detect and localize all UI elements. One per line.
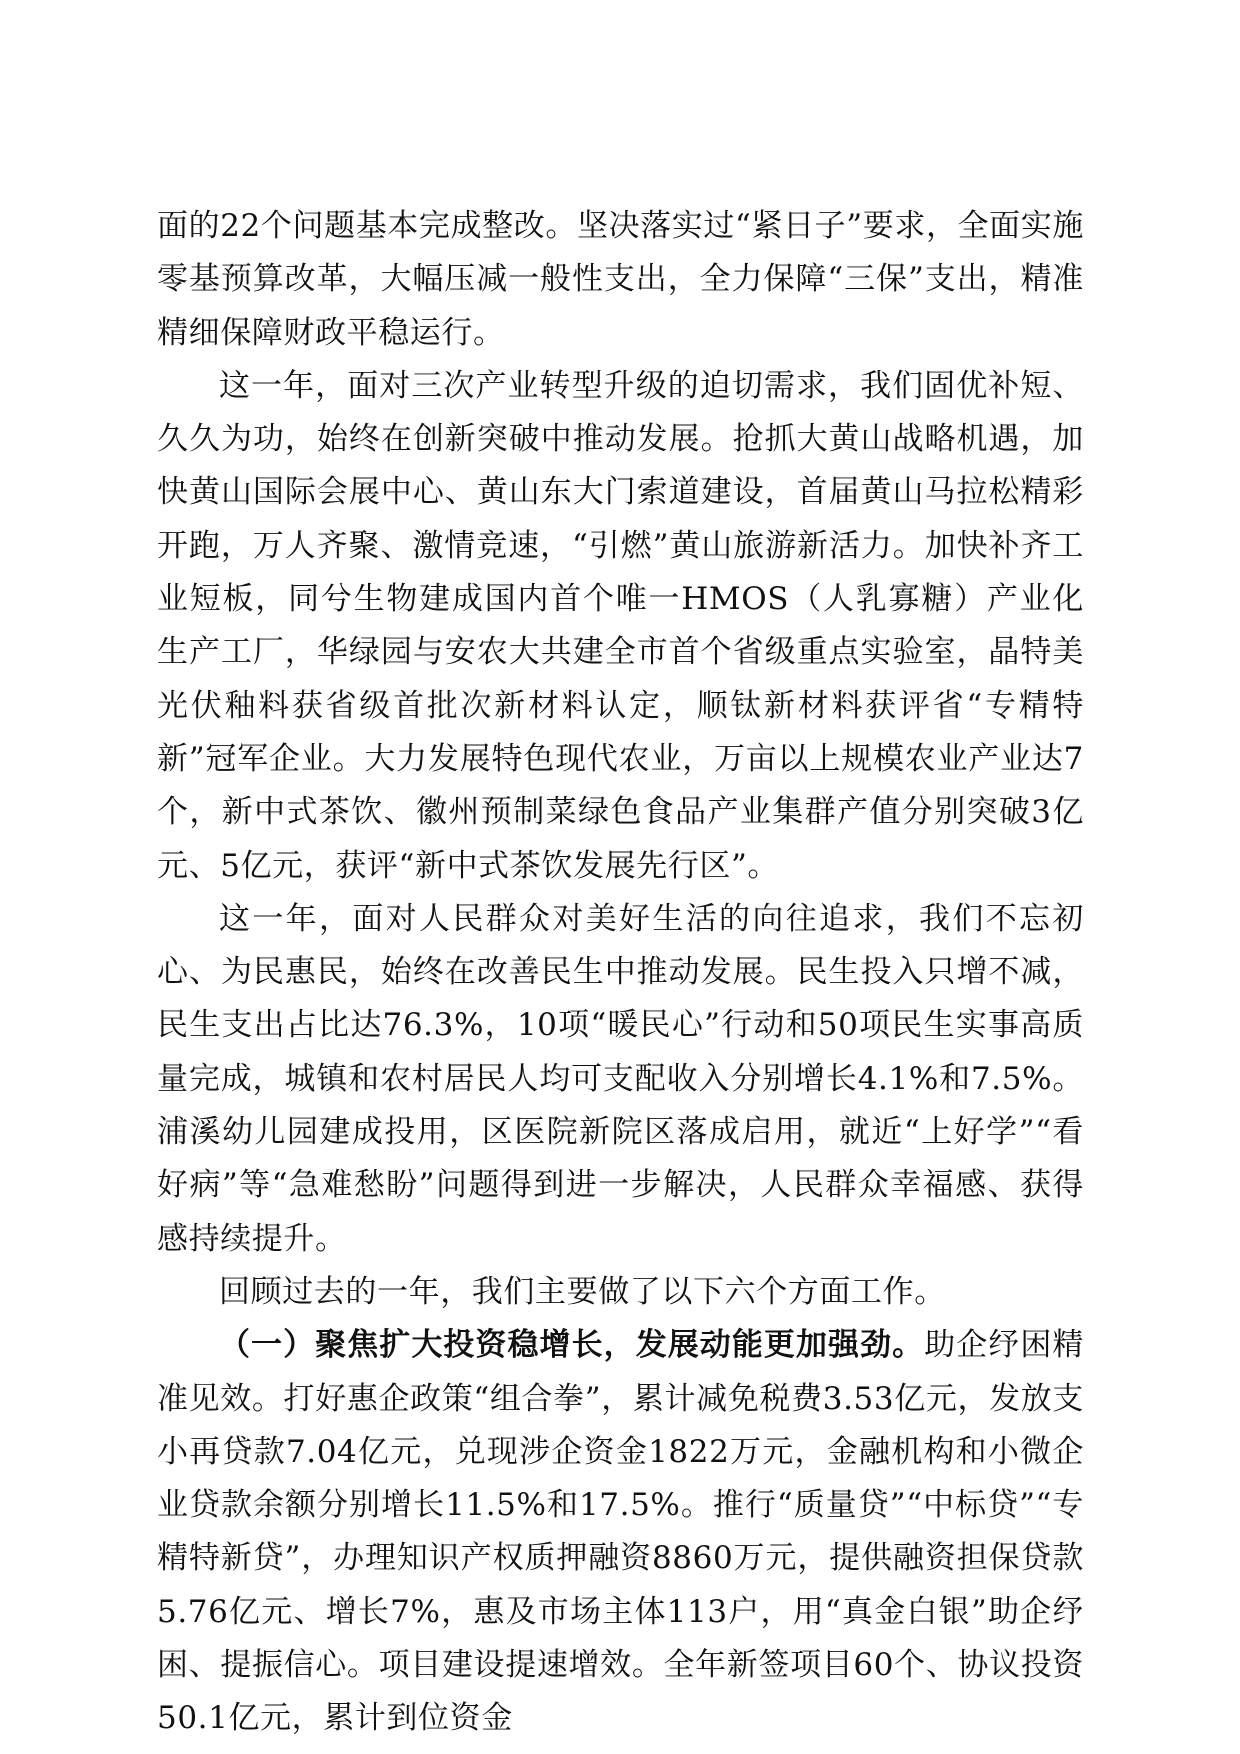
paragraph-review-intro: 回顾过去的一年，我们主要做了以下六个方面工作。	[219, 1273, 946, 1310]
section-heading: （一）聚焦扩大投资稳增长，发展动能更加强劲。	[219, 1327, 925, 1364]
document-page	[157, 200, 1084, 1746]
paragraph-budget-reform: 面的22个问题基本完成整改。坚决落实过“紧日子”要求，全面实施零基预算改革，大幅压减一般性支出，全力保障“三保”支出，精准精细保障财政平稳运行。	[157, 208, 1084, 351]
paragraph-livelihood: 这一年，面对人民群众对美好生活的向往追求，我们不忘初心、为民惠民，始终在改善民生中推动发展。民生投入只增不减，民生支出占比达76.3%，10项“暖民心”行动和50项民生实事高质量完成，城镇和农村居民人均可支配收入分别增长4.1%和7.5%。浦溪幼儿园建成投用，区医院新院区落成启用，就近“上好学”“看好病”等“急难愁盼”问题得到进一步解决，人民群众幸福感、获得感持续提升。	[157, 900, 1084, 1257]
section-one-paragraph	[157, 1319, 1084, 1745]
paragraph-industry-upgrade: 这一年，面对三次产业转型升级的迫切需求，我们固优补短、久久为功，始终在创新突破中推动发展。抢抓大黄山战略机遇，加快黄山国际会展中心、黄山东大门索道建设，首届黄山马拉松精彩开跑，万人齐聚、激情竞速，“引燃”黄山旅游新活力。加快补齐工业短板，同兮生物建成国内首个唯一HMOS（人乳寡糖）产业化生产工厂，华绿园与安农大共建全市首个省级重点实验室，晶特美光伏釉料获省级首批次新材料认定，顺钛新材料获评省“专精特新”冠军企业。大力发展特色现代农业，万亩以上规模农业产业达7个，新中式茶饮、徽州预制菜绿色食品产业集群产值分别突破3亿元、5亿元，获评“新中式茶饮发展先行区”。	[157, 367, 1084, 884]
section-body: 助企纾困精准见效。打好惠企政策“组合拳”，累计减免税费3.53亿元，发放支小再贷款7.04亿元，兑现涉企资金1822万元，金融机构和小微企业贷款余额分别增长11.5%和17.5%。推行“质量贷”“中标贷”“专精特新贷”，办理知识产权质押融资8860万元，提供融资担保贷款5.76亿元、增长7%，惠及市场主体113户，用“真金白银”助企纾困、提振信心。项目建设提速增效。全年新签项目60个、协议投资50.1亿元，累计到位资金	[157, 1327, 1085, 1737]
